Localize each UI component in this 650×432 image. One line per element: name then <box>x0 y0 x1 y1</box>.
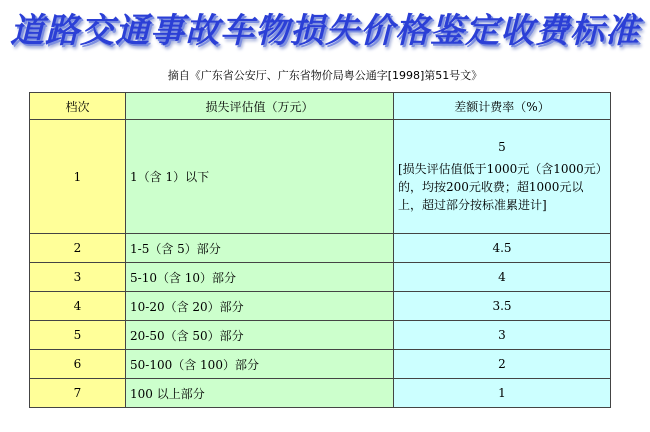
header-level: 档次 <box>30 93 126 120</box>
table-row <box>30 379 611 408</box>
fee-table <box>29 92 611 408</box>
table-row <box>30 350 611 379</box>
table-header-row <box>30 93 611 120</box>
rate-cell: 2 <box>394 350 611 379</box>
rate-cell: 4 <box>394 263 611 292</box>
rate-cell: 1 <box>394 379 611 408</box>
range-cell: 1-5（含 5）部分 <box>126 234 394 263</box>
table-row <box>30 321 611 350</box>
range-cell: 1（含 1）以下 <box>126 120 394 234</box>
level-cell: 3 <box>30 263 126 292</box>
level-cell: 5 <box>30 321 126 350</box>
level-cell: 2 <box>30 234 126 263</box>
range-cell: 20-50（含 50）部分 <box>126 321 394 350</box>
header-rate: 差额计费率（%） <box>394 93 611 120</box>
level-cell: 7 <box>30 379 126 408</box>
range-cell: 100 以上部分 <box>126 379 394 408</box>
header-range: 损失评估值（万元） <box>126 93 394 120</box>
rate-value: 5 <box>498 139 506 154</box>
rate-cell: 4.5 <box>394 234 611 263</box>
page-title: 道路交通事故车物损失价格鉴定收费标准 <box>10 11 640 51</box>
range-cell: 10-20（含 20）部分 <box>126 292 394 321</box>
source-citation: 摘自《广东省公安厅、广东省物价局粤公通字[1998]第51号文》 <box>167 69 483 82</box>
rate-note: [损失评估值低于1000元（含1000元）的，均按200元收费；超1000元以上，超过部分按标准累进计] <box>398 161 602 212</box>
range-cell: 50-100（含 100）部分 <box>126 350 394 379</box>
range-cell: 5-10（含 10）部分 <box>126 263 394 292</box>
level-cell: 6 <box>30 350 126 379</box>
table-row <box>30 263 611 292</box>
table-row <box>30 120 611 234</box>
table-row <box>30 292 611 321</box>
rate-cell: 3 <box>394 321 611 350</box>
level-cell: 4 <box>30 292 126 321</box>
rate-cell: 3.5 <box>394 292 611 321</box>
level-cell: 1 <box>30 120 126 234</box>
rate-cell <box>394 120 611 234</box>
table-row <box>30 234 611 263</box>
